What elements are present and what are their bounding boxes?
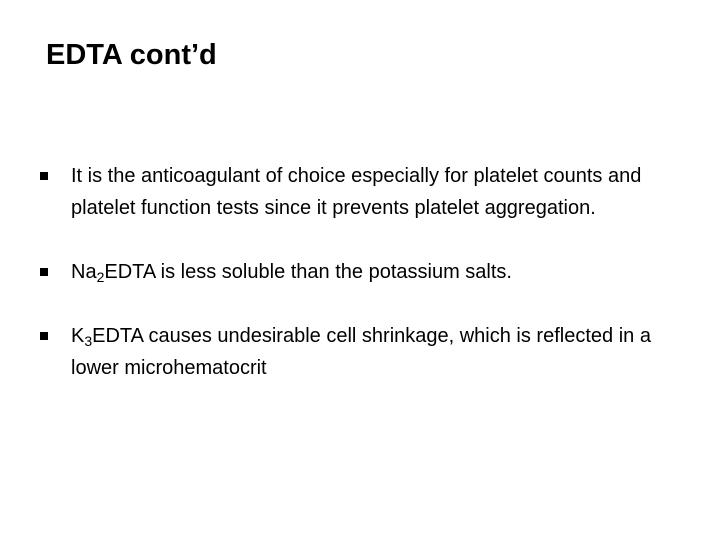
chemical-prefix: Na bbox=[71, 261, 97, 283]
square-bullet-icon bbox=[40, 332, 48, 340]
bullet-text: It is the anticoagulant of choice especially for platelet counts and platelet function tests since it prevents platelet aggregation. bbox=[71, 165, 642, 219]
slide-title: EDTA cont’d bbox=[46, 39, 217, 71]
bullet-text: EDTA is less soluble than the potassium salts. bbox=[104, 261, 512, 283]
square-bullet-icon bbox=[40, 268, 48, 276]
chemical-prefix: K bbox=[71, 325, 85, 347]
chemical-subscript: 2 bbox=[96, 269, 105, 285]
bullet-list bbox=[36, 160, 676, 384]
bullet-item-na2edta bbox=[36, 256, 676, 288]
square-bullet-icon bbox=[40, 172, 48, 180]
bullet-item-k3edta bbox=[36, 320, 676, 384]
bullet-text: EDTA causes undesirable cell shrinkage, which is reflected in a lower microhematocrit bbox=[71, 325, 651, 379]
chemical-subscript: 3 bbox=[84, 333, 93, 349]
bullet-item-anticoagulant bbox=[36, 160, 676, 224]
